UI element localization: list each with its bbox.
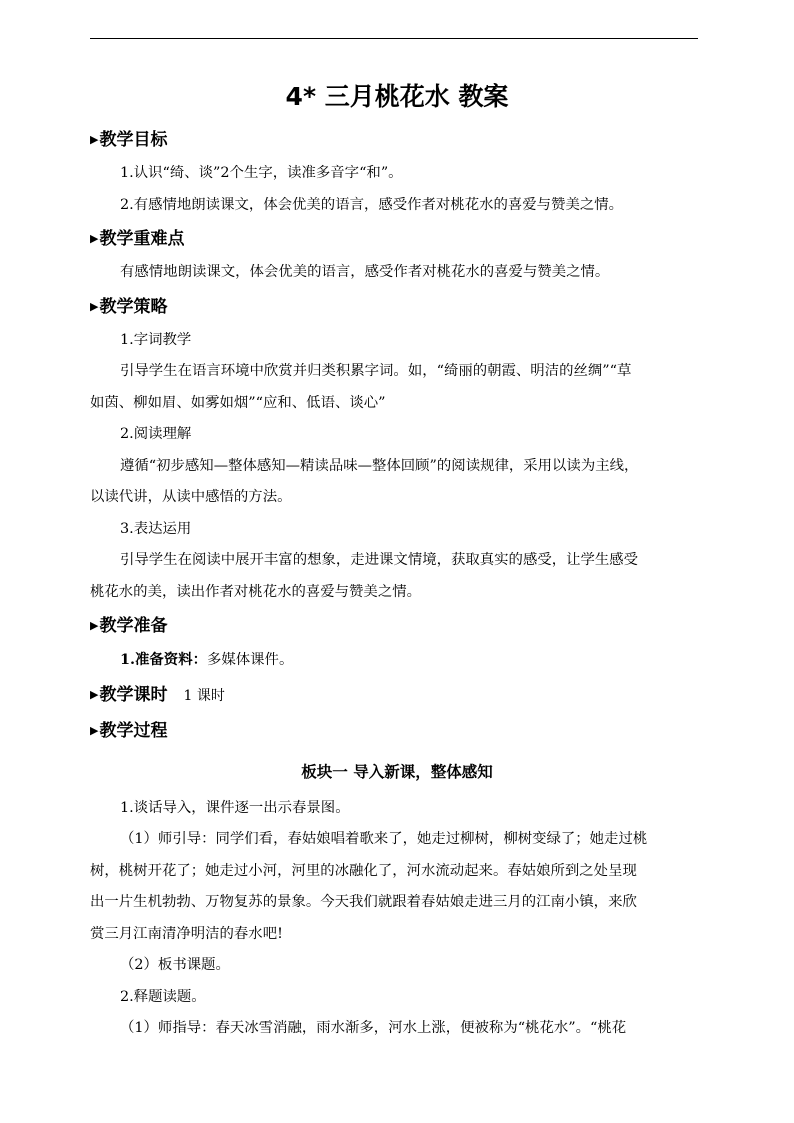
process-paragraph: 出一片生机勃勃、万物复苏的景象。今天我们就跟着春姑娘走进三月的江南小镇，来欣 bbox=[90, 894, 637, 910]
section-heading-objectives bbox=[90, 122, 704, 158]
triangle-bullet-icon: ▶ bbox=[90, 619, 99, 632]
section-heading-label: 教学重难点 bbox=[99, 229, 185, 249]
preparation-label: 1.准备资料： bbox=[120, 651, 207, 668]
page-title: 4* 三月桃花水 教案 bbox=[285, 82, 509, 111]
preparation-value: 多媒体课件。 bbox=[206, 652, 294, 668]
header-rule bbox=[90, 38, 698, 39]
section-heading-hours bbox=[90, 677, 704, 713]
process-paragraph: 赏三月江南清净明洁的春水吧! bbox=[90, 925, 283, 942]
section-heading-label: 教学策略 bbox=[99, 296, 168, 317]
preparation-line bbox=[90, 644, 704, 677]
triangle-bullet-icon: ▶ bbox=[90, 723, 99, 737]
strategy-subheading: 3.表达运用 bbox=[120, 520, 192, 537]
strategy-paragraph: 遵循“初步感知—整体感知—精读品味—整体回顾”的阅读规律，采用以读为主线， bbox=[120, 457, 639, 474]
process-paragraph: 2.释题读题。 bbox=[120, 988, 206, 1005]
triangle-bullet-icon: ▶ bbox=[90, 299, 99, 313]
triangle-bullet-icon: ▶ bbox=[90, 232, 99, 245]
process-paragraph: 1.谈话导入，课件逐一出示春景图。 bbox=[120, 799, 350, 816]
section-heading-label: 教学准备 bbox=[99, 616, 168, 636]
section-heading-process bbox=[90, 713, 704, 749]
triangle-bullet-icon: ▶ bbox=[90, 687, 99, 701]
strategy-paragraph: 桃花水的美，读出作者对桃花水的喜爱与赞美之情。 bbox=[90, 583, 421, 600]
block-title: 板块一 导入新课，整体感知 bbox=[301, 762, 493, 781]
process-paragraph: （1）师引导：同学们看，春姑娘唱着歌来了，她走过柳树，柳树变绿了；她走过桃 bbox=[120, 831, 648, 847]
objective-item: 2.有感情地朗读课文，体会优美的语言，感受作者对桃花水的喜爱与赞美之情。 bbox=[120, 196, 624, 213]
objective-item: 1.认识“绮、谈”2个生字，读准多音字“和”。 bbox=[120, 165, 403, 181]
strategy-paragraph: 如茵、柳如眉、如雾如烟”“应和、低语、谈心” bbox=[90, 394, 386, 411]
hours-value: 1 课时 bbox=[183, 687, 225, 704]
process-paragraph: （1）师指导：春天冰雪消融，雨水渐多，河水上涨，便被称为“桃花水”。“桃花 bbox=[120, 1020, 627, 1036]
process-paragraph: 树，桃树开花了；她走过小河，河里的冰融化了，河水流动起来。春姑娘所到之处呈现 bbox=[90, 862, 637, 879]
process-paragraph: （2）板书课题。 bbox=[120, 957, 230, 973]
section-heading-label: 教学过程 bbox=[99, 720, 168, 741]
strategy-paragraph: 以读代讲，从读中感悟的方法。 bbox=[90, 489, 292, 505]
section-heading-label: 教学目标 bbox=[99, 130, 168, 150]
document-page bbox=[90, 72, 704, 1045]
strategy-paragraph: 引导学生在阅读中展开丰富的想象，走进课文情境，获取真实的感受，让学生感受 bbox=[120, 552, 639, 568]
section-heading-label: 教学课时 bbox=[99, 684, 168, 705]
section-heading-preparation bbox=[90, 608, 704, 644]
key-points-text: 有感情地朗读课文，体会优美的语言，感受作者对桃花水的喜爱与赞美之情。 bbox=[120, 264, 610, 280]
triangle-bullet-icon: ▶ bbox=[90, 133, 99, 146]
strategy-subheading: 2.阅读理解 bbox=[120, 426, 192, 442]
section-heading-key-points bbox=[90, 221, 704, 257]
strategy-subheading: 1.字词教学 bbox=[120, 331, 192, 348]
section-heading-strategy bbox=[90, 289, 704, 325]
strategy-paragraph: 引导学生在语言环境中欣赏并归类积累字词。如，“绮丽的朝霞、明洁的丝绸”“草 bbox=[120, 363, 632, 379]
